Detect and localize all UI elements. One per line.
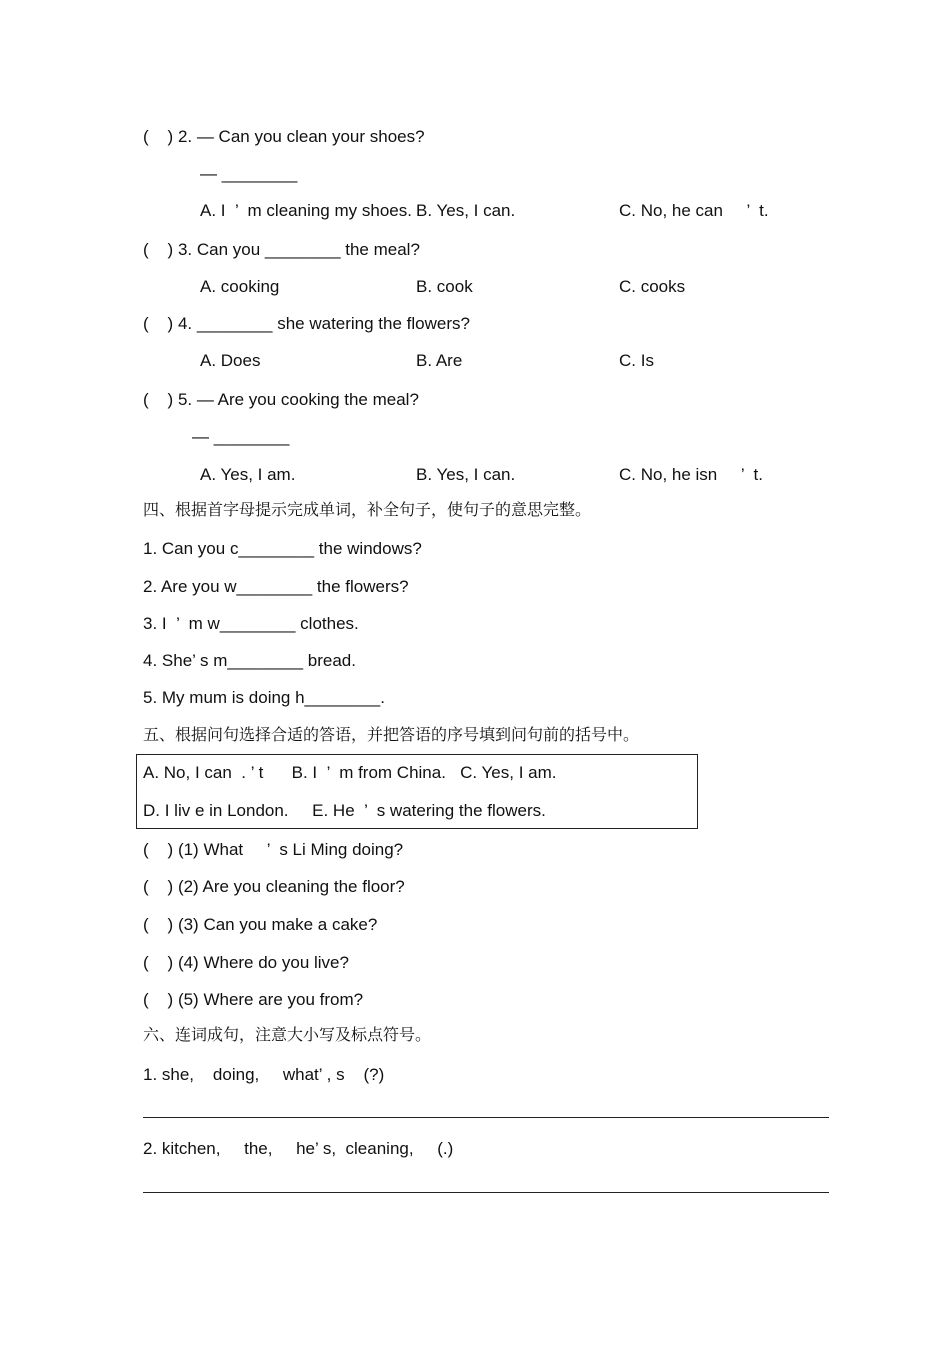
section-4-item-4: 4. She’ s m________ bread. — [143, 651, 356, 670]
answer-options-line-2: D. I liv e in London. E. He ’ s watering the flowers. — [143, 801, 546, 820]
section-6-item-2: 2. kitchen, the, he’ s, cleaning, (.) — [143, 1139, 454, 1158]
question-2-option-c: C. No, he can ’ t. — [619, 201, 769, 220]
question-2-answer-blank: — ________ — [200, 164, 298, 183]
question-3-option-c: C. cooks — [619, 277, 686, 296]
section-5-item-4: ( ) (4) Where do you live? — [143, 953, 349, 972]
question-4-option-a: A. Does — [200, 351, 261, 370]
question-5-option-c: C. No, he isn ’ t. — [619, 465, 763, 484]
question-2-option-b: B. Yes, I can. — [416, 201, 516, 220]
question-3-stem: ( ) 3. Can you ________ the meal? — [143, 240, 420, 259]
question-5-stem: ( ) 5. — Are you cooking the meal? — [143, 390, 419, 409]
answer-line-1 — [143, 1117, 829, 1118]
section-5-title: 五、根据问句选择合适的答语，并把答语的序号填到问句前的括号中。 — [143, 725, 640, 744]
question-4-option-c: C. Is — [619, 351, 654, 370]
section-5-item-3: ( ) (3) Can you make a cake? — [143, 915, 378, 934]
question-4-option-b: B. Are — [416, 351, 463, 370]
question-4-stem: ( ) 4. ________ she watering the flowers? — [143, 314, 470, 333]
section-4-item-5: 5. My mum is doing h________. — [143, 688, 385, 707]
section-6-title: 六、连词成句，注意大小写及标点符号。 — [143, 1025, 432, 1044]
section-5-item-1: ( ) (1) What ’ s Li Ming doing? — [143, 840, 404, 859]
section-4-item-2: 2. Are you w________ the flowers? — [143, 577, 409, 596]
section-5-item-2: ( ) (2) Are you cleaning the floor? — [143, 877, 405, 896]
question-2-option-a: A. I ’ m cleaning my shoes. — [200, 201, 412, 220]
section-6-item-1: 1. she, doing, what’ , s (?) — [143, 1065, 385, 1084]
answer-options-line-1: A. No, I can . ’ t B. I ’ m from China. C. Yes, I am. — [143, 763, 557, 782]
question-5-option-a: A. Yes, I am. — [200, 465, 296, 484]
question-3-option-b: B. cook — [416, 277, 473, 296]
question-5-option-b: B. Yes, I can. — [416, 465, 516, 484]
question-5-answer-blank: — ________ — [192, 427, 290, 446]
question-2-stem: ( ) 2. — Can you clean your shoes? — [143, 127, 425, 146]
question-3-option-a: A. cooking — [200, 277, 280, 296]
section-4-title: 四、根据首字母提示完成单词，补全句子，使句子的意思完整。 — [143, 500, 592, 519]
answer-line-2 — [143, 1192, 829, 1193]
section-4-item-1: 1. Can you c________ the windows? — [143, 539, 422, 558]
section-5-item-5: ( ) (5) Where are you from? — [143, 990, 364, 1009]
section-4-item-3: 3. I ’ m w________ clothes. — [143, 614, 359, 633]
